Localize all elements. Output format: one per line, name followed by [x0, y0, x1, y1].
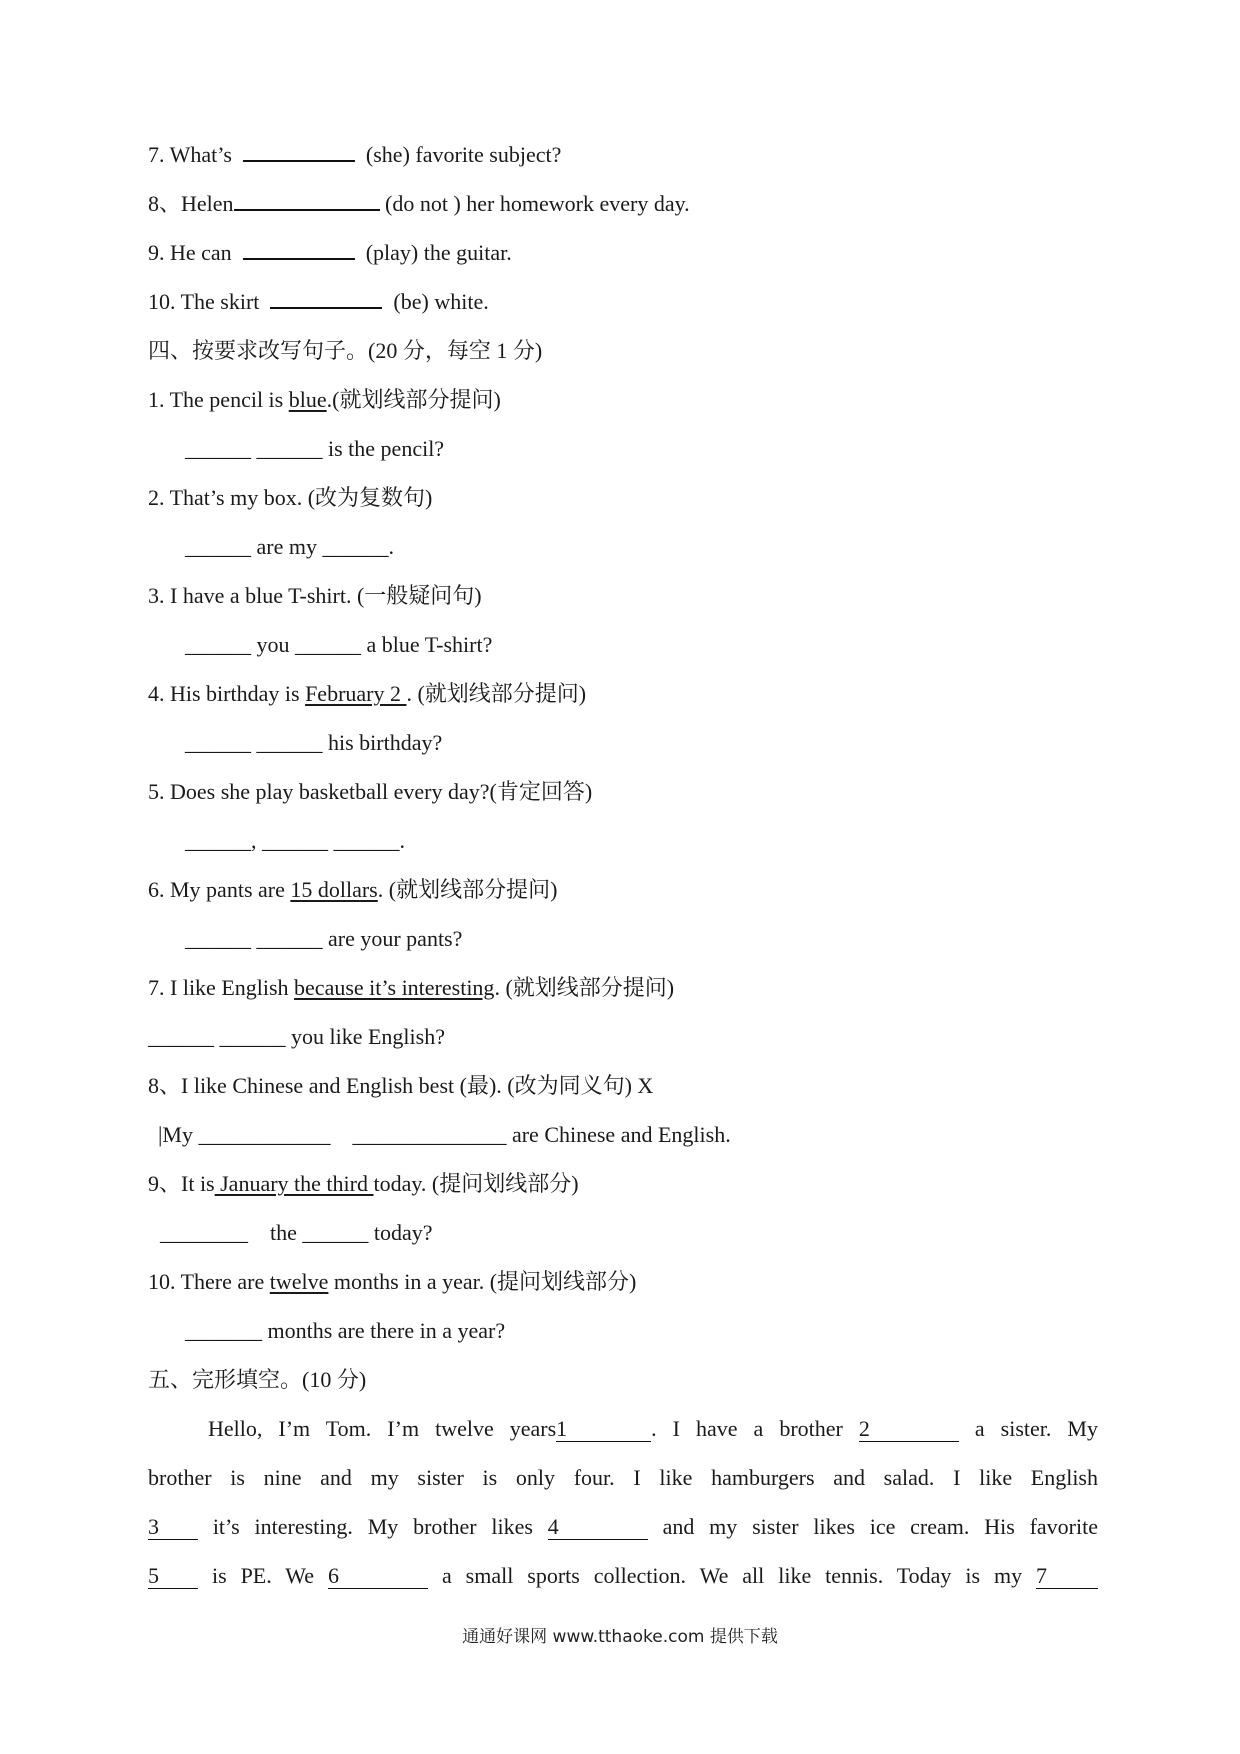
rewrite-question-6: [148, 875, 557, 905]
cloze-blank-7: 7: [1036, 1564, 1098, 1589]
rewrite-answer-5: ______, ______ ______.: [185, 828, 405, 853]
cloze-line-4: [148, 1561, 1098, 1591]
rewrite-question-5: [148, 777, 592, 807]
underlined-part: January the third: [214, 1171, 374, 1196]
rewrite-answer-10: _______ months are there in a year?: [185, 1318, 506, 1343]
section-5-heading: 五、完形填空。(10 分): [148, 1367, 367, 1392]
cloze-blank-2: 2: [859, 1417, 959, 1442]
question-text: 2. That’s my box. (改为复数句): [148, 485, 433, 510]
answer-blank: [243, 142, 355, 162]
fill-item-7: [148, 140, 561, 170]
cloze-blank-6: 6: [328, 1564, 428, 1589]
cloze-blank-4: 4: [548, 1515, 648, 1540]
rewrite-question-4: [148, 679, 586, 709]
item-hint: (be) white.: [393, 289, 489, 314]
rewrite-answer-7: ______ ______ you like English?: [148, 1024, 445, 1049]
question-instruction: today. (提问划线部分): [373, 1171, 579, 1196]
passage-text: and my sister likes ice cream. His favorite: [662, 1514, 1098, 1539]
question-text: 3. I have a blue T-shirt. (一般疑问句): [148, 583, 482, 608]
item-hint: (she) favorite subject?: [365, 142, 562, 167]
answer-blank: [234, 191, 380, 211]
page-footer: 通通好课网 www.tthaoke.com 提供下载: [462, 1627, 778, 1647]
question-instruction: . (就划线部分提问): [406, 681, 587, 706]
item-prompt: 7. What’s: [148, 142, 232, 167]
rewrite-answer-6: ______ ______ are your pants?: [185, 926, 463, 951]
cloze-line-1: [208, 1414, 1098, 1444]
rewrite-question-8: [148, 1071, 653, 1101]
question-text: 6. My pants are: [148, 877, 291, 902]
underlined-part: 15 dollars: [290, 877, 378, 902]
question-text: 9、It is: [148, 1171, 215, 1196]
underlined-part: because it’s interesting: [294, 975, 495, 1000]
question-text: 5. Does she play basketball every day?(肯定回答): [148, 779, 593, 804]
fill-item-10: [148, 287, 489, 317]
underlined-part: blue: [288, 387, 327, 412]
answer-blank: [270, 289, 382, 309]
question-instruction: . (就划线部分提问): [494, 975, 675, 1000]
cloze-blank-1: 1: [556, 1417, 651, 1442]
cloze-blank-5: 5: [148, 1564, 198, 1589]
section-4-heading: 四、按要求改写句子。(20 分，每空 1 分): [148, 338, 543, 363]
item-prompt: 8、Helen: [148, 191, 234, 216]
question-text: 10. There are: [148, 1269, 270, 1294]
passage-text: . I have a brother: [651, 1416, 843, 1441]
question-text: 4. His birthday is: [148, 681, 306, 706]
passage-text: a sister. My: [974, 1416, 1098, 1441]
cloze-line-3: [148, 1512, 1098, 1542]
item-prompt: 10. The skirt: [148, 289, 260, 314]
question-instruction: months in a year. (提问划线部分): [328, 1269, 637, 1294]
rewrite-question-7: [148, 973, 674, 1003]
question-text: 8、I like Chinese and English best (最). (改为同义句) X: [148, 1073, 654, 1098]
question-instruction: . (就划线部分提问): [377, 877, 558, 902]
underlined-part: February 2: [305, 681, 407, 706]
passage-text: a small sports collection. We all like tennis. Today is my: [441, 1563, 1023, 1588]
rewrite-answer-8: |My ____________ ______________ are Chinese and English.: [158, 1122, 731, 1147]
fill-item-8: [148, 189, 690, 219]
rewrite-answer-3: ______ you ______ a blue T-shirt?: [185, 632, 493, 657]
rewrite-question-3: [148, 581, 482, 611]
rewrite-answer-9: ________ the ______ today?: [160, 1220, 433, 1245]
rewrite-question-1: [148, 385, 501, 415]
cloze-line-2: brother is nine and my sister is only four. I like hamburgers and salad. I like English: [148, 1465, 1098, 1490]
rewrite-question-2: [148, 483, 432, 513]
rewrite-answer-1: ______ ______ is the pencil?: [185, 436, 445, 461]
passage-text: is PE. We: [211, 1563, 315, 1588]
item-hint: (do not ) her homework every day.: [385, 191, 690, 216]
cloze-blank-3: 3: [148, 1515, 198, 1540]
question-text: 7. I like English: [148, 975, 295, 1000]
rewrite-question-10: [148, 1267, 636, 1297]
item-prompt: 9. He can: [148, 240, 232, 265]
fill-item-9: [148, 238, 512, 268]
item-hint: (play) the guitar.: [365, 240, 512, 265]
question-instruction: .(就划线部分提问): [326, 387, 501, 412]
passage-text: it’s interesting. My brother likes: [212, 1514, 533, 1539]
answer-blank: [243, 240, 355, 260]
passage-text: Hello, I’m Tom. I’m twelve years: [208, 1416, 557, 1441]
rewrite-question-9: [148, 1169, 579, 1199]
underlined-part: twelve: [269, 1269, 329, 1294]
question-text: 1. The pencil is: [148, 387, 289, 412]
rewrite-answer-4: ______ ______ his birthday?: [185, 730, 443, 755]
rewrite-answer-2: ______ are my ______.: [185, 534, 394, 559]
